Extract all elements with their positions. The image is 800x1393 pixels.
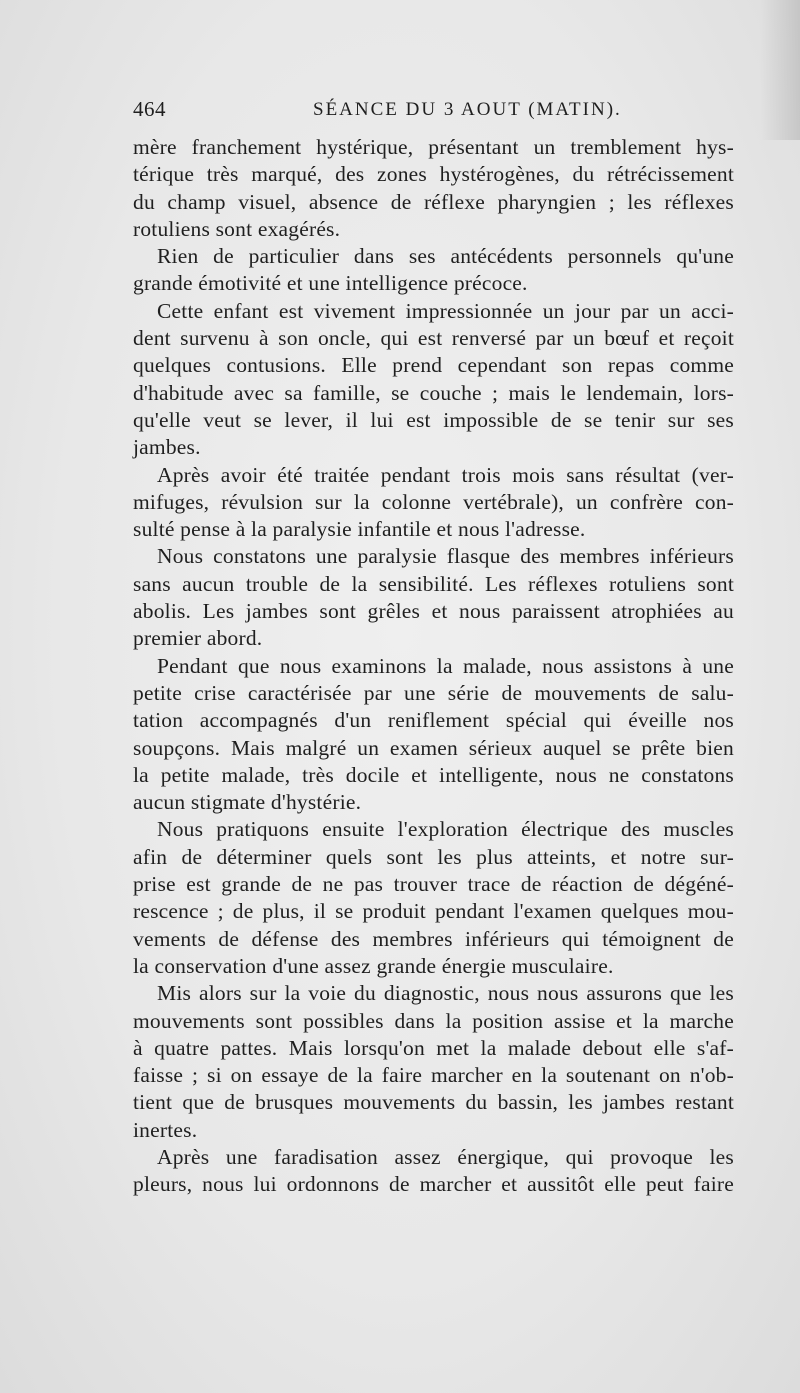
text-line: rotuliens sont exagérés. — [133, 216, 341, 241]
text-line: soupçons. Mais malgré un examen sérieux auquel se prête bien — [133, 735, 734, 760]
text-line: aucun stigmate d'hystérie. — [133, 790, 362, 815]
page-number: 464 — [133, 97, 166, 121]
text-line: sans aucun trouble de la sensibilité. Les réflexes rotuliens sont — [133, 571, 734, 596]
text-line: tient que de brusques mouvements du bassin, les jambes restant — [133, 1090, 734, 1115]
text-line: Pendant que nous examinons la malade, nous assistons à une — [157, 653, 734, 678]
text-line: abolis. Les jambes sont grêles et nous paraissent atrophiées au — [133, 599, 734, 624]
text-line: la petite malade, très docile et intelligente, nous ne constatons — [133, 762, 734, 787]
text-line: dent survenu à son oncle, qui est renversé par un bœuf et reçoit — [133, 326, 734, 351]
text-line: petite crise caractérisée par une série de mouvements de salu- — [133, 680, 734, 705]
text-line: grande émotivité et une intelligence précoce. — [133, 271, 528, 296]
text-line: sulté pense à la paralysie infantile et nous l'adresse. — [133, 517, 586, 542]
text-line: rescence ; de plus, il se produit pendant l'examen quelques mou- — [133, 899, 734, 924]
text-line: d'habitude avec sa famille, se couche ; mais le lendemain, lors- — [133, 380, 734, 405]
text-line: térique très marqué, des zones hystérogènes, du rétrécissement — [133, 162, 734, 187]
text-line: inertes. — [133, 1117, 198, 1142]
text-line: mifuges, révulsion sur la colonne vertébrale), un confrère con- — [133, 489, 734, 514]
text-line: vements de défense des membres inférieurs qui témoignent de — [133, 926, 734, 951]
text-line: faisse ; si on essaye de la faire marcher en la soutenant on n'ob- — [133, 1063, 734, 1088]
text-line: Nous pratiquons ensuite l'exploration électrique des muscles — [157, 817, 734, 842]
text-line: Après une faradisation assez énergique, qui provoque les — [157, 1144, 734, 1169]
text-line: jambes. — [133, 435, 201, 460]
text-line: afin de déterminer quels sont les plus atteints, et notre sur- — [133, 844, 734, 869]
text-line: pleurs, nous lui ordonnons de marcher et aussitôt elle peut faire — [133, 1172, 734, 1197]
text-line: qu'elle veut se lever, il lui est impossible de se tenir sur ses — [133, 407, 734, 432]
text-line: Rien de particulier dans ses antécédents personnels qu'une — [157, 244, 734, 269]
text-line: Mis alors sur la voie du diagnostic, nous nous assurons que les — [157, 981, 734, 1006]
running-head: SÉANCE DU 3 AOUT (MATIN). — [313, 99, 622, 120]
body-text — [133, 134, 734, 1199]
text-line: Nous constatons une paralysie flasque des membres inférieurs — [157, 544, 734, 569]
page-edge-shadow — [760, 0, 800, 140]
text-line: Après avoir été traitée pendant trois mois sans résultat (ver- — [157, 462, 734, 487]
text-line: premier abord. — [133, 626, 263, 651]
text-line: à quatre pattes. Mais lorsqu'on met la malade debout elle s'af- — [133, 1035, 734, 1060]
text-line: mouvements sont possibles dans la position assise et la marche — [133, 1008, 734, 1033]
page-header — [133, 97, 733, 125]
text-line: la conservation d'une assez grande énergie musculaire. — [133, 953, 614, 978]
text-line: mère franchement hystérique, présentant un tremblement hys- — [133, 135, 734, 159]
text-line: prise est grande de ne pas trouver trace de réaction de dégéné- — [133, 872, 734, 897]
text-line: tation accompagnés d'un reniflement spécial qui éveille nos — [133, 708, 734, 733]
text-line: Cette enfant est vivement impressionnée un jour par un acci- — [157, 298, 734, 323]
text-line: quelques contusions. Elle prend cependant son repas comme — [133, 353, 734, 378]
text-line: du champ visuel, absence de réflexe pharyngien ; les réflexes — [133, 189, 734, 214]
